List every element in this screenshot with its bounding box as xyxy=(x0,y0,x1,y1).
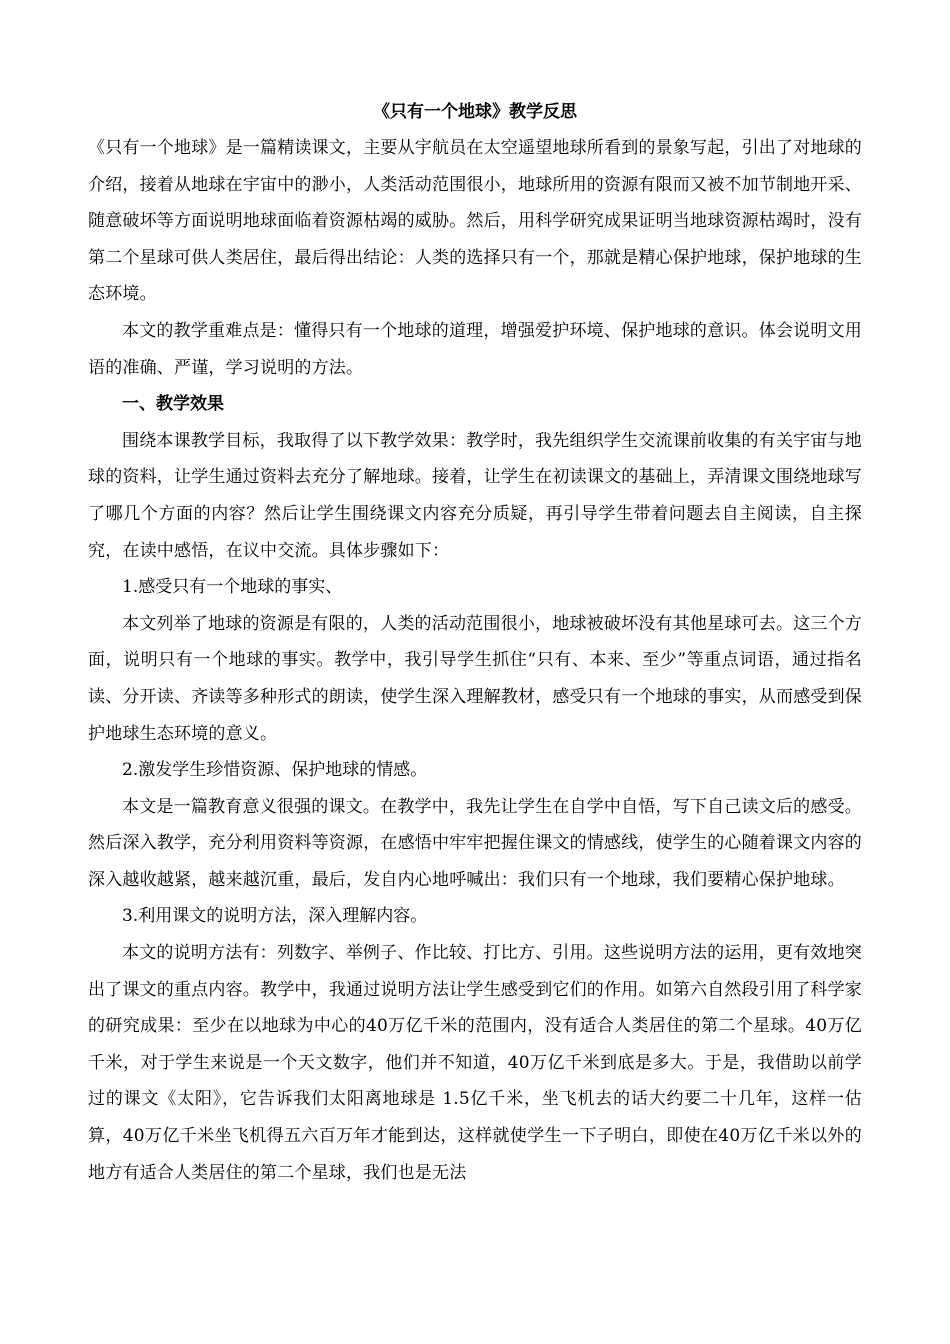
step-1-paragraph: 本文列举了地球的资源是有限的，人类的活动范围很小，地球被破坏没有其他星球可去。这三个方面，说明只有一个地球的事实。教学中，我引导学生抓住“只有、本来、至少”等重点词语，通过指名读、分开读、齐读等多种形式的朗读，使学生深入理解教材，感受只有一个地球的事实，从而感受到保护地球生态环境的意义。 xyxy=(88,613,862,744)
step-3-paragraph: 本文的说明方法有：列数字、举例子、作比较、打比方、引用。这些说明方法的运用，更有效地突出了课文的重点内容。教学中，我通过说明方法让学生感受到它们的作用。如第六自然段引用了科学家的研究成果：至少在以地球为中心的40万亿千米的范围内，没有适合人类居住的第二个星球。40万亿千米，对于学生来说是一个天文数字，他们并不知道，40万亿千米到底是多大。于是，我借助以前学过的课文《太阳》，它告诉我们太阳离地球是 1.5亿千米，坐飞机去的话大约要二十几年，这样一估算，40万亿千米坐飞机得五六百万年才能到达，这样就使学生一下子明白，即使在40万亿千米以外的地方有适合人类居住的第二个星球，我们也是无法 xyxy=(88,943,862,1183)
step-1-heading: 1.感受只有一个地球的事实、 xyxy=(122,577,343,598)
teaching-effect-paragraph: 围绕本课教学目标，我取得了以下教学效果：教学时，我先组织学生交流课前收集的有关宇宙与地球的资料，让学生通过资料去充分了解地球。接着，让学生在初读课文的基础上，弄清课文围绕地球写了哪几个方面的内容？然后让学生围绕课文内容充分质疑，再引导学生带着问题去自主阅读，自主探究，在读中感悟，在议中交流。具体步骤如下： xyxy=(88,430,862,561)
step-3-heading: 3.利用课文的说明方法，深入理解内容。 xyxy=(122,906,428,927)
key-points-paragraph: 本文的教学重难点是：懂得只有一个地球的道理，增强爱护环境、保护地球的意识。体会说明文用语的准确、严谨，学习说明的方法。 xyxy=(88,320,862,378)
document-page xyxy=(88,94,862,1191)
section-heading-teaching-effect: 一、教学效果 xyxy=(122,394,224,415)
step-2-paragraph: 本文是一篇教育意义很强的课文。在教学中，我先让学生在自学中自悟，写下自己读文后的感受。然后深入教学，充分利用资料等资源，在感悟中牢牢把握住课文的情感线，使学生的心随着课文内容的深入越收越紧，越来越沉重，最后，发自内心地呼喊出：我们只有一个地球，我们要精心保护地球。 xyxy=(88,796,862,890)
intro-paragraph: 《只有一个地球》是一篇精读课文，主要从宇航员在太空遥望地球所看到的景象写起，引出了对地球的介绍，接着从地球在宇宙中的渺小，人类活动范围很小，地球所用的资源有限而又被不加节制地开采、随意破坏等方面说明地球面临着资源枯竭的威胁。然后，用科学研究成果证明当地球资源枯竭时，没有第二个星球可供人类居住，最后得出结论：人类的选择只有一个，那就是精心保护地球，保护地球的生态环境。 xyxy=(88,138,862,305)
document-title: 《只有一个地球》教学反思 xyxy=(373,102,577,122)
step-2-heading: 2.激发学生珍惜资源、保护地球的情感。 xyxy=(122,760,428,781)
